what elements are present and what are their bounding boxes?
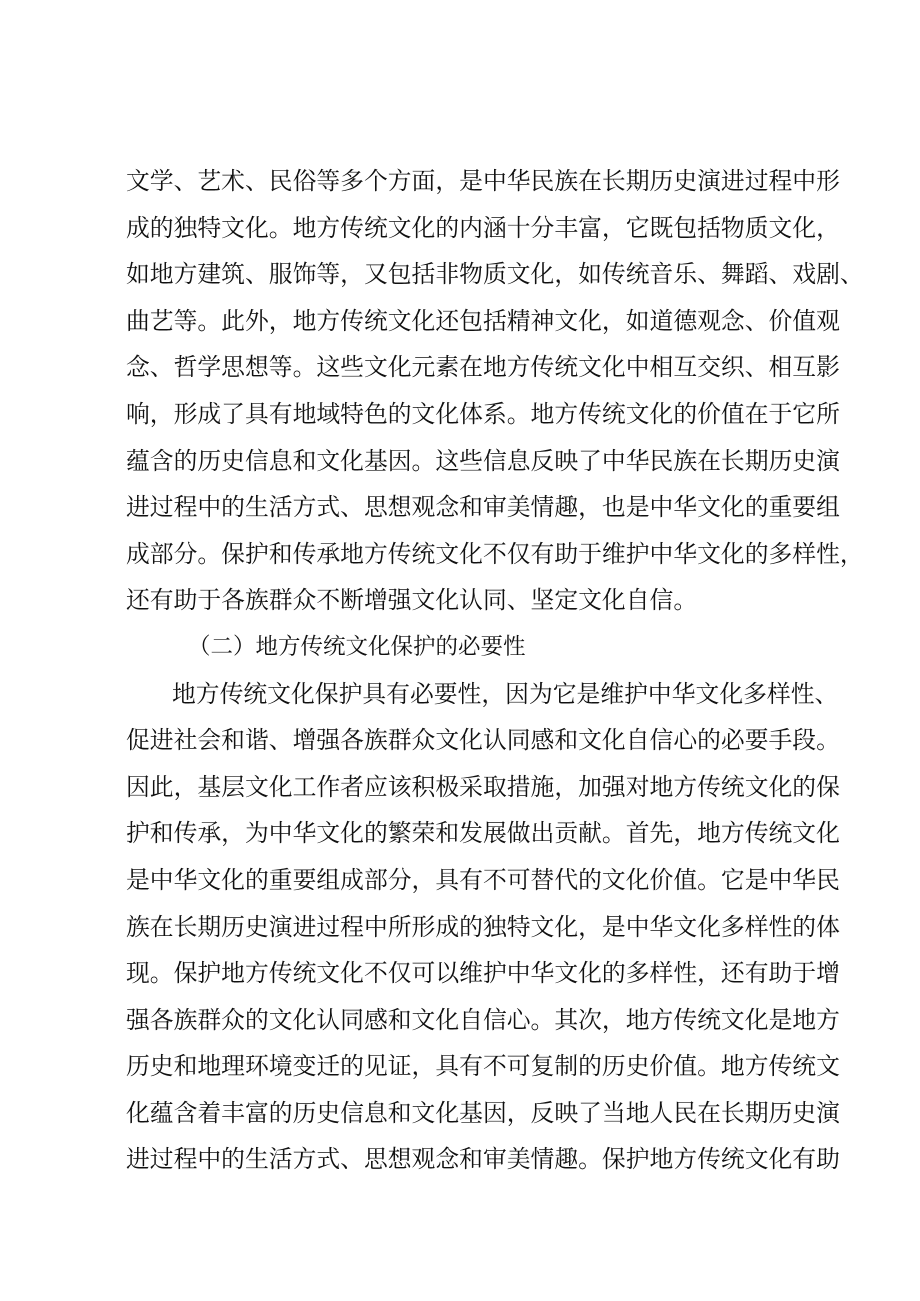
paragraph-2-line: 历史和地理环境变迁的见证，具有不可复制的历史价值。地方传统文 bbox=[126, 1052, 840, 1081]
paragraph-2-line: 因此，基层文化工作者应该积极采取措施，加强对地方传统文化的保 bbox=[126, 772, 840, 801]
paragraph-1-line: 如地方建筑、服饰等，又包括非物质文化，如传统音乐、舞蹈、戏剧、 bbox=[126, 260, 864, 289]
paragraph-2-line: 是中华文化的重要组成部分，具有不可替代的文化价值。它是中华民 bbox=[126, 865, 840, 894]
paragraph-2-line: 强各族群众的文化认同感和文化自信心。其次，地方传统文化是地方 bbox=[126, 1005, 840, 1034]
paragraph-2-line: 现。保护地方传统文化不仅可以维护中华文化的多样性，还有助于增 bbox=[126, 959, 840, 988]
paragraph-1-line: 成部分。保护和传承地方传统文化不仅有助于维护中华文化的多样性， bbox=[126, 539, 864, 568]
paragraph-1-line: 文学、艺术、民俗等多个方面，是中华民族在长期历史演进过程中形 bbox=[126, 167, 840, 195]
section-heading: （二）地方传统文化保护的必要性 bbox=[188, 633, 526, 660]
paragraph-2-line: 护和传承，为中华文化的繁荣和发展做出贡献。首先，地方传统文化 bbox=[126, 819, 840, 848]
paragraph-1-line: 曲艺等。此外，地方传统文化还包括精神文化，如道德观念、价值观 bbox=[126, 306, 840, 335]
paragraph-1-line: 还有助于各族群众不断增强文化认同、坚定文化自信。 bbox=[126, 586, 698, 615]
paragraph-2-line: 促进社会和谐、增强各族群众文化认同感和文化自信心的必要手段。 bbox=[126, 726, 840, 755]
paragraph-2-line: 地方传统文化保护具有必要性，因为它是维护中华文化多样性、 bbox=[172, 679, 839, 708]
paragraph-1-line: 蕴含的历史信息和文化基因。这些信息反映了中华民族在长期历史演 bbox=[126, 446, 840, 475]
paragraph-1-line: 成的独特文化。地方传统文化的内涵十分丰富，它既包括物质文化， bbox=[126, 213, 840, 242]
paragraph-2-line: 进过程中的生活方式、思想观念和审美情趣。保护地方传统文化有助 bbox=[126, 1145, 840, 1174]
paragraph-1-line: 念、哲学思想等。这些文化元素在地方传统文化中相互交织、相互影 bbox=[126, 353, 840, 382]
paragraph-2-line: 族在长期历史演进过程中所形成的独特文化，是中华文化多样性的体 bbox=[126, 912, 840, 941]
paragraph-2-line: 化蕴含着丰富的历史信息和文化基因，反映了当地人民在长期历史演 bbox=[126, 1098, 840, 1127]
paragraph-1-line: 响，形成了具有地域特色的文化体系。地方传统文化的价值在于它所 bbox=[126, 399, 840, 428]
body-text bbox=[126, 158, 864, 1183]
paragraph-1-line: 进过程中的生活方式、思想观念和审美情趣，也是中华文化的重要组 bbox=[126, 493, 840, 522]
